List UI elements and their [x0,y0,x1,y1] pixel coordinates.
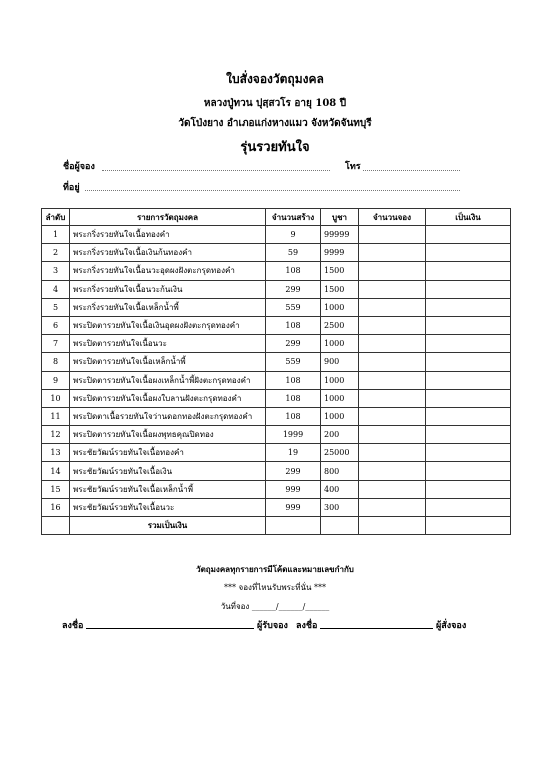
row-price: 200 [321,426,359,444]
row-order-qty-cell[interactable] [359,462,426,480]
row-item-name: พระปิดตารวยทันใจเนื้อผงเหล็กน้ำพี้ฝังตะกรุดทองคำ [70,371,266,389]
row-item-name: พระปิดตาเนื้อรวยทันใจว่านดอกทองฝังตะกรุดทองคำ [70,407,266,425]
row-amount-cell[interactable] [426,371,511,389]
row-price: 2500 [321,316,359,334]
row-order-qty-cell[interactable] [359,226,426,244]
row-item-name: พระปิดตารวยทันใจเนื้อนวะ [70,335,266,353]
row-amount-cell[interactable] [426,426,511,444]
row-order-qty-cell[interactable] [359,316,426,334]
row-amount-cell[interactable] [426,389,511,407]
table-header-row [42,209,511,226]
row-item-name: พระปิดตารวยทันใจเนื้อผงใบลานฝังตะกรุดทองคำ [70,389,266,407]
row-quantity-made: 108 [266,389,321,407]
row-price: 1000 [321,335,359,353]
table-row [42,335,511,353]
row-order-qty-cell[interactable] [359,280,426,298]
row-price: 800 [321,462,359,480]
row-amount-cell[interactable] [426,298,511,316]
row-price: 1000 [321,298,359,316]
row-number: 4 [42,280,70,298]
row-price: 99999 [321,226,359,244]
receiver-label: ผู้รับจอง [257,621,288,631]
row-amount-cell[interactable] [426,244,511,262]
row-quantity-made: 559 [266,298,321,316]
row-number: 15 [42,480,70,498]
monk-name: หลวงปู่ทวน ปุสฺสวโร อายุ 108 ปี [203,98,347,109]
table-row [42,280,511,298]
row-amount-cell[interactable] [426,407,511,425]
row-quantity-made: 19 [266,444,321,462]
code-note: วัตถุมงคลทุกรายการมีโค้ดและหมายเลขกำกับ [196,564,354,574]
table-row [42,426,511,444]
row-item-name: พระชัยวัฒน์รวยทันใจเนื้อเงิน [70,462,266,480]
row-amount-cell[interactable] [426,262,511,280]
row-number: 13 [42,444,70,462]
order-table [41,208,511,535]
date-label: วันที่จอง [220,602,250,611]
row-number: 7 [42,335,70,353]
total-spacer [321,517,359,535]
table-row [42,371,511,389]
address-label: ที่อยู่ [63,183,80,193]
total-spacer [42,517,70,535]
orderer-label: ผู้สั่งจอง [436,621,467,631]
table-row [42,244,511,262]
row-number: 5 [42,298,70,316]
row-price: 1000 [321,371,359,389]
row-order-qty-cell[interactable] [359,444,426,462]
table-row [42,480,511,498]
total-amount-cell[interactable] [426,517,511,535]
row-quantity-made: 299 [266,280,321,298]
row-quantity-made: 999 [266,498,321,516]
row-number: 6 [42,316,70,334]
row-order-qty-cell[interactable] [359,244,426,262]
row-amount-cell[interactable] [426,226,511,244]
orderer-signature-field[interactable] [320,628,433,629]
row-number: 10 [42,389,70,407]
row-amount-cell[interactable] [426,480,511,498]
temple-location: วัดโป่งยาง อำเภอแก่งหางแมว จังหวัดจันทบุรี [178,118,372,129]
row-item-name: พระกริ่งรวยทันใจเนื้อนวะอุดผงฝังตะกรุดทองคำ [70,262,266,280]
row-price: 300 [321,498,359,516]
row-order-qty-cell[interactable] [359,353,426,371]
row-number: 8 [42,353,70,371]
row-number: 2 [42,244,70,262]
row-order-qty-cell[interactable] [359,426,426,444]
row-number: 12 [42,426,70,444]
header-item: รายการวัตถุมงคล [70,209,266,226]
row-amount-cell[interactable] [426,498,511,516]
table-row [42,444,511,462]
row-order-qty-cell[interactable] [359,407,426,425]
header-qty: จำนวนสร้าง [266,209,321,226]
row-order-qty-cell[interactable] [359,480,426,498]
phone-label: โทร [345,162,361,172]
document-title: ใบสั่งจองวัตถุมงคล [226,72,324,86]
row-item-name: พระปิดตารวยทันใจเนื้อผงพุทธคุณปิดทอง [70,426,266,444]
header-order-qty: จำนวนจอง [359,209,426,226]
row-quantity-made: 1999 [266,426,321,444]
order-date-line [0,600,550,613]
row-order-qty-cell[interactable] [359,498,426,516]
row-order-qty-cell[interactable] [359,389,426,407]
name-field[interactable] [102,170,330,171]
row-price: 1000 [321,407,359,425]
row-item-name: พระชัยวัฒน์รวยทันใจเนื้อทองคำ [70,444,266,462]
row-amount-cell[interactable] [426,353,511,371]
row-number: 3 [42,262,70,280]
row-item-name: พระกริ่งรวยทันใจเนื้อเงินก้นทองคำ [70,244,266,262]
row-amount-cell[interactable] [426,462,511,480]
table-row [42,389,511,407]
row-number: 1 [42,226,70,244]
table-row [42,498,511,516]
phone-field[interactable] [363,170,460,171]
row-amount-cell[interactable] [426,335,511,353]
row-item-name: พระปิดตารวยทันใจเนื้อเหล็กน้ำพี้ [70,353,266,371]
header-no: ลำดับ [42,209,70,226]
table-row [42,407,511,425]
row-price: 1500 [321,262,359,280]
row-price: 400 [321,480,359,498]
row-number: 11 [42,407,70,425]
table-row [42,298,511,316]
header-price: บูชา [321,209,359,226]
row-item-name: พระชัยวัฒน์รวยทันใจเนื้อนวะ [70,498,266,516]
row-quantity-made: 559 [266,353,321,371]
row-price: 9999 [321,244,359,262]
table-row [42,262,511,280]
row-number: 14 [42,462,70,480]
row-item-name: พระชัยวัฒน์รวยทันใจเนื้อเหล็กน้ำพี้ [70,480,266,498]
row-order-qty-cell[interactable] [359,371,426,389]
row-quantity-made: 299 [266,335,321,353]
row-order-qty-cell[interactable] [359,298,426,316]
row-amount-cell[interactable] [426,444,511,462]
row-price: 1000 [321,389,359,407]
total-label: รวมเป็นเงิน [70,517,266,535]
row-price: 25000 [321,444,359,462]
table-row [42,462,511,480]
receiver-signature-field[interactable] [86,628,254,629]
row-item-name: พระปิดตารวยทันใจเนื้อเงินอุดผงฝังตะกรุดทองคำ [70,316,266,334]
orderer-sign-label: ลงชื่อ [296,621,318,631]
table-row [42,226,511,244]
name-label: ชื่อผู้จอง [63,162,95,172]
row-price: 900 [321,353,359,371]
table-row [42,353,511,371]
receiver-sign-label: ลงชื่อ [62,621,84,631]
row-item-name: พระกริ่งรวยทันใจเนื้อทองคำ [70,226,266,244]
total-spacer [266,517,321,535]
row-quantity-made: 59 [266,244,321,262]
table-row [42,316,511,334]
row-item-name: พระกริ่งรวยทันใจเนื้อเหล็กน้ำพี้ [70,298,266,316]
row-number: 9 [42,371,70,389]
address-field[interactable] [85,190,460,191]
total-order-qty-cell[interactable] [359,517,426,535]
date-field[interactable]: ______/______/______ [251,602,330,611]
row-order-qty-cell[interactable] [359,335,426,353]
row-quantity-made: 999 [266,480,321,498]
row-quantity-made: 299 [266,462,321,480]
header-amount: เป็นเงิน [426,209,511,226]
row-number: 16 [42,498,70,516]
series-name: รุ่นรวยทันใจ [240,140,310,155]
row-quantity-made: 108 [266,316,321,334]
row-price: 1500 [321,280,359,298]
row-quantity-made: 108 [266,407,321,425]
row-quantity-made: 108 [266,262,321,280]
row-order-qty-cell[interactable] [359,262,426,280]
pickup-note: *** จองที่ไหนรับพระที่นั่น *** [224,583,326,592]
row-amount-cell[interactable] [426,316,511,334]
row-quantity-made: 9 [266,226,321,244]
total-row [42,517,511,535]
row-amount-cell[interactable] [426,280,511,298]
row-item-name: พระกริ่งรวยทันใจเนื้อนวะก้นเงิน [70,280,266,298]
row-quantity-made: 108 [266,371,321,389]
